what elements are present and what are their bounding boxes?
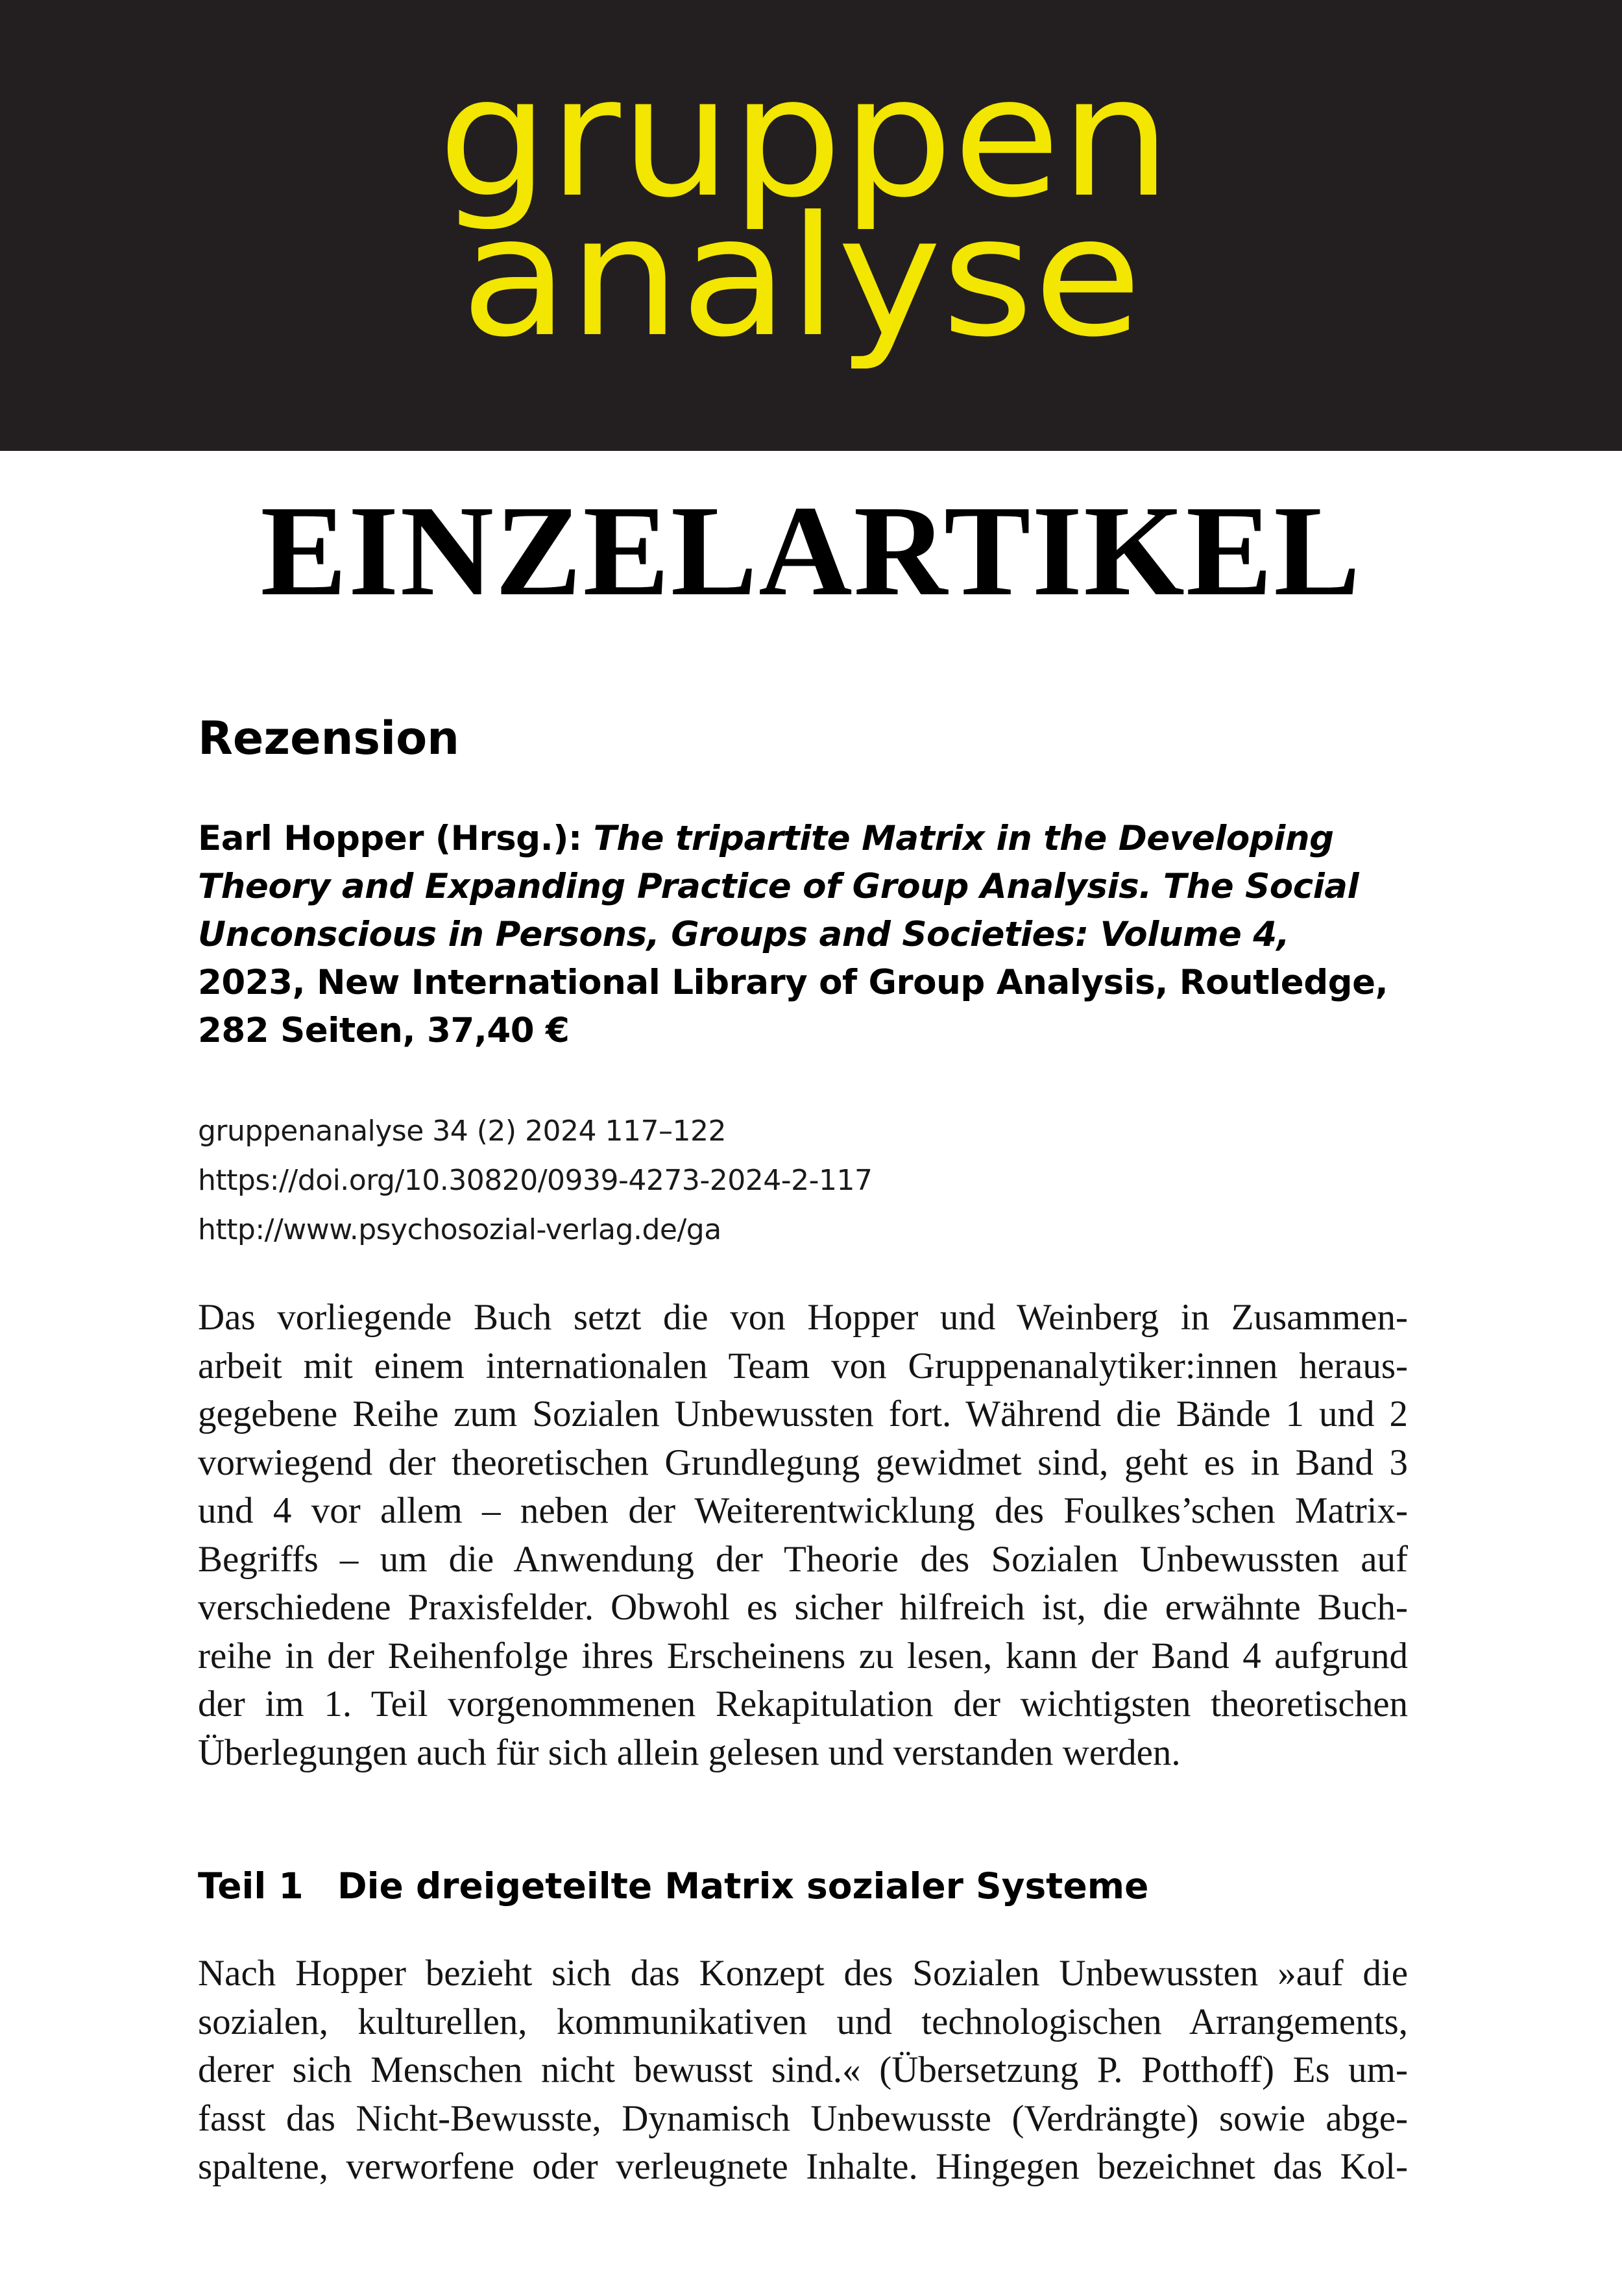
citation-line: Theory and Expanding Practice of Group Analysis. The Social	[198, 867, 1359, 906]
book-citation	[198, 815, 1408, 1055]
text-line: arbeit mit einem internationalen Team von Gruppenanalytiker:innen heraus-	[198, 1345, 1408, 1386]
text-line: und 4 vor allem – neben der Weiterentwicklung des Foulkes’schen Matrix-	[198, 1490, 1408, 1531]
text-line: Überlegungen auch für sich allein gelesen und verstanden werden.	[198, 1732, 1181, 1773]
citation-line: 282 Seiten, 37,40 €	[198, 1011, 570, 1050]
rubric-heading: Rezension	[198, 712, 460, 765]
text-line: Das vorliegende Buch setzt die von Hopper und Weinberg in Zusammen-	[198, 1297, 1408, 1338]
citation-line: Earl Hopper (Hrsg.): The tripartite Matrix in the Developing	[198, 819, 1334, 858]
article-body	[198, 707, 1408, 2192]
article-meta	[198, 1107, 1408, 1255]
doi-link[interactable]: https://doi.org/10.30820/0939-4273-2024-2-117	[198, 1164, 873, 1197]
text-line: derer sich Menschen nicht bewusst sind.« (Übersetzung P. Potthoff) Es um-	[198, 2049, 1408, 2090]
logo-line-gruppen: gruppen	[438, 42, 1171, 234]
text-line: Begriffs – um die Anwendung der Theorie des Sozialen Unbewussten auf	[198, 1538, 1408, 1580]
text-line: Nach Hopper bezieht sich das Konzept des Sozialen Unbewussten »auf die	[198, 1953, 1408, 1994]
section-title: Die dreigeteilte Matrix sozialer Systeme	[337, 1865, 1149, 1907]
logo-line-analyse: analyse	[461, 181, 1142, 374]
text-line: fasst das Nicht-Bewusste, Dynamisch Unbewusste (Verdrängte) sowie abge-	[198, 2097, 1408, 2139]
journal-source: gruppenanalyse 34 (2) 2024 117–122	[198, 1115, 726, 1148]
text-line: sozialen, kulturellen, kommunikativen und technologischen Arrangements,	[198, 2001, 1408, 2042]
journal-logo	[0, 0, 1622, 451]
publisher-link[interactable]: http://www.psychosozial-verlag.de/ga	[198, 1213, 721, 1246]
text-line: verschiedene Praxisfelder. Obwohl es sicher hilfreich ist, die erwähnte Buch-	[198, 1587, 1408, 1628]
citation-line: 2023, New International Library of Group Analysis, Routledge,	[198, 963, 1388, 1002]
text-line: spaltene, verworfene oder verleugnete Inhalte. Hingegen bezeichnet das Kol-	[198, 2146, 1408, 2187]
citation-line: Unconscious in Persons, Groups and Societies: Volume 4,	[198, 915, 1290, 954]
section-1-paragraph	[198, 1950, 1408, 2192]
text-line: gegebene Reihe zum Sozialen Unbewussten fort. Während die Bände 1 und 2	[198, 1394, 1408, 1434]
text-line: reihe in der Reihenfolge ihres Erscheinens zu lesen, kann der Band 4 aufgrund	[198, 1635, 1408, 1676]
text-line: vorwiegend der theoretischen Grundlegung gewidmet sind, geht es in Band 3	[198, 1442, 1408, 1483]
section-number: Teil 1	[198, 1865, 304, 1907]
text-line: der im 1. Teil vorgenommenen Rekapitulation der wichtigsten theoretischen	[198, 1684, 1408, 1724]
einzelartikel-title: EINZELARTIKEL	[260, 479, 1362, 623]
intro-paragraph	[198, 1294, 1408, 1777]
section-heading-teil-1	[198, 1861, 1408, 1911]
